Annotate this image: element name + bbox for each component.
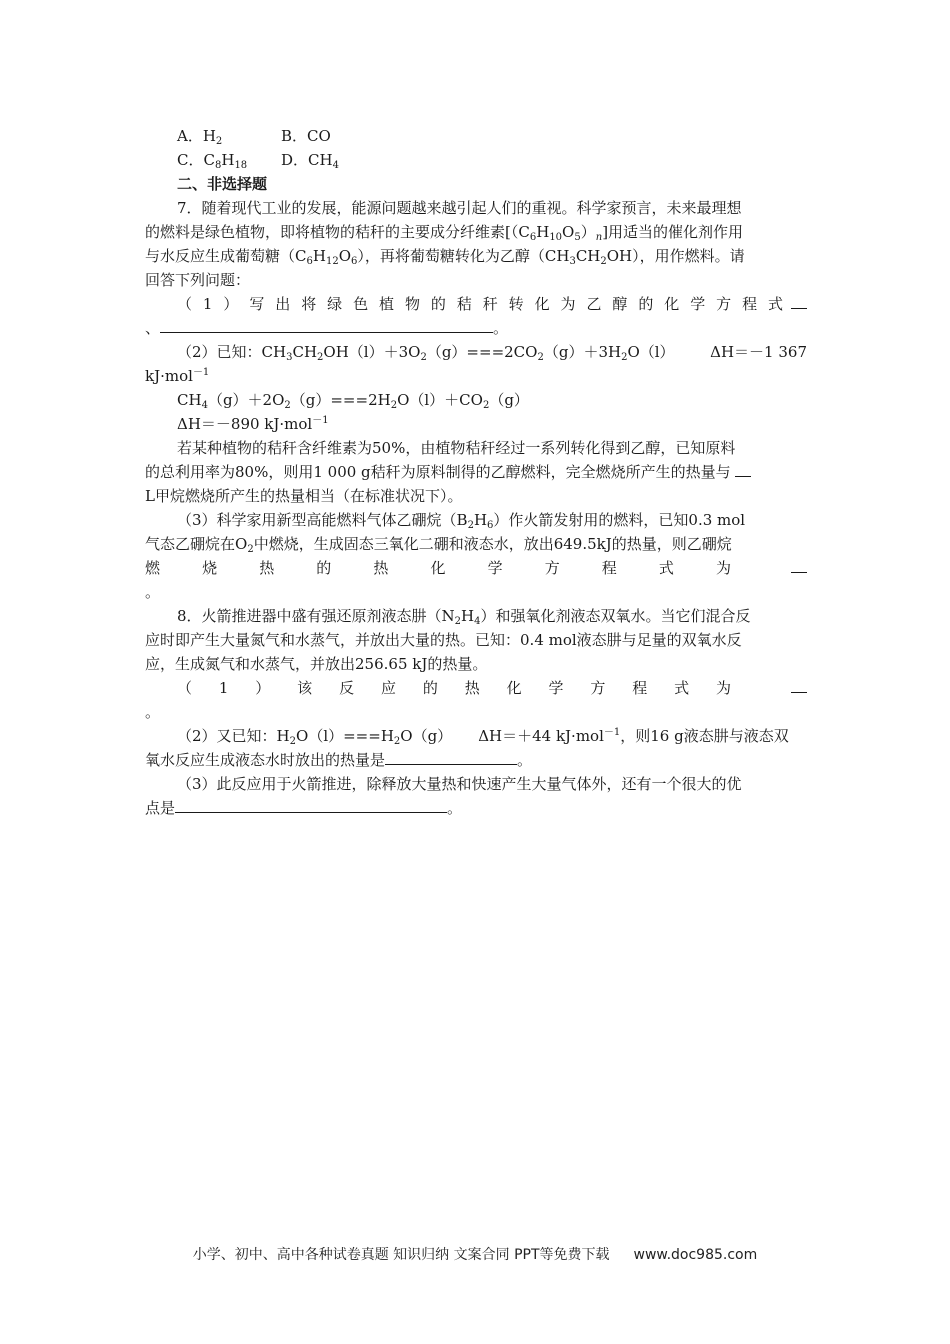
q7-part-2: （2）已知：$CH_3CH_2OH(l)+3O_2(g)===2CO_2(g)+3H_2O(l)$ ΔH＝－1 367 (145, 340, 807, 364)
q7-line: 回答下列问题： (145, 271, 251, 289)
q7-line: 7．随着现代工业的发展，能源问题越来越引起人们的重视。科学家预言，未来最理想 (177, 199, 742, 217)
unit-line: kJ·mol$^{-1}$ (145, 367, 210, 385)
q7-line: 若某种植物的秸秆含纤维素为50%，由植物秸秆经过一系列转化得到乙醇，已知原料 (177, 439, 736, 457)
footer-site-link[interactable]: www.doc985.com (633, 1247, 758, 1263)
delta-h-line: ΔH＝－890 kJ·mol$^{-1}$ (177, 415, 329, 433)
q8-line: 应时即产生大量氮气和水蒸气，并放出大量的热。已知：0.4 mol液态肼与足量的双氧水反 (145, 631, 742, 649)
q8-line: 应，生成氮气和水蒸气，并放出256.65 kJ的热量。 (145, 655, 488, 673)
options-row-2 (145, 148, 807, 172)
answer-blank[interactable] (735, 460, 751, 477)
q7-line: 的总利用率为80%，则用1 000 g秸秆为原料制得的乙醇燃料，完全燃烧所产生的热量与 (145, 460, 807, 484)
document-body (145, 124, 807, 820)
answer-blank[interactable] (791, 556, 807, 573)
options-row-1 (145, 124, 807, 148)
option-a: A．$H_2$ (177, 127, 223, 147)
question-7 (145, 196, 807, 604)
option-d: D．$CH_4$ (281, 151, 339, 171)
q8-line: 。 (145, 703, 161, 721)
section-heading: 二、非选择题 (177, 175, 268, 193)
q8-line: 点是 。 (145, 796, 807, 820)
answer-blank[interactable] (385, 748, 517, 765)
equation-line: $CH_4(g)+2O_2(g)===2H_2O(l)+CO_2(g)$ (177, 391, 529, 411)
answer-blank[interactable] (175, 796, 447, 813)
q8-line: 氧水反应生成液态水时放出的热量是 。 (145, 748, 807, 772)
answer-blank[interactable] (791, 292, 807, 309)
option-c: C．$C_8H_{18}$ (177, 151, 248, 171)
page-footer (0, 1244, 950, 1264)
footer-text: 小学、初中、高中各种试卷真题 知识归纳 文案合同 PPT等免费下载 (192, 1247, 610, 1263)
q8-line: 8．火箭推进器中盛有强还原剂液态肼$(N_2H_4)$和强氧化剂液态双氧水。当它们混合反 (177, 607, 751, 627)
q7-part-3: （3）科学家用新型高能燃料气体乙硼烷$(B_2H_6)$作火箭发射用的燃料，已知0.3 mol (177, 511, 746, 531)
q7-line: 与水反应生成葡萄糖$(C_6H_{12}O_6)$，再将葡萄糖转化为乙醇$(CH_3CH_2OH)$，用作燃料。请 (145, 247, 745, 267)
q7-part-1-cont: 、 。 (145, 316, 807, 340)
q8-part-1: （1）该反应的热化学方程式为 (145, 676, 807, 700)
delta-h: ΔH＝－1 367 (710, 343, 807, 361)
answer-blank[interactable] (791, 676, 807, 693)
option-b: B．CO (281, 127, 331, 145)
q7-line: 的燃料是绿色植物，即将植物的秸秆的主要成分纤维素$[(C_6H_{10}O_5)_n]$用适当的催化剂作用 (145, 223, 744, 243)
q8-part-3: （3）此反应用于火箭推进，除释放大量热和快速产生大量气体外，还有一个很大的优 (177, 775, 742, 793)
answer-blank[interactable] (160, 316, 493, 333)
q7-line: 。 (145, 583, 161, 601)
question-8 (145, 604, 807, 820)
q7-part-1: （1）写出将绿色植物的秸秆转化为乙醇的化学方程式 (145, 292, 807, 316)
q7-line: 气态乙硼烷在$O_2$中燃烧，生成固态三氧化二硼和液态水，放出649.5kJ的热量，则乙硼烷 (145, 535, 732, 555)
q7-line: 燃烧热的热化学方程式为 (145, 556, 807, 580)
q7-line: L甲烷燃烧所产生的热量相当（在标准状况下）。 (145, 487, 463, 505)
q8-part-2: （2）又已知：$H_2O(l)===H_2O(g)$ ΔH＝＋44 kJ·mol$^{-1}$，则16 g液态肼与液态双 (177, 727, 789, 747)
